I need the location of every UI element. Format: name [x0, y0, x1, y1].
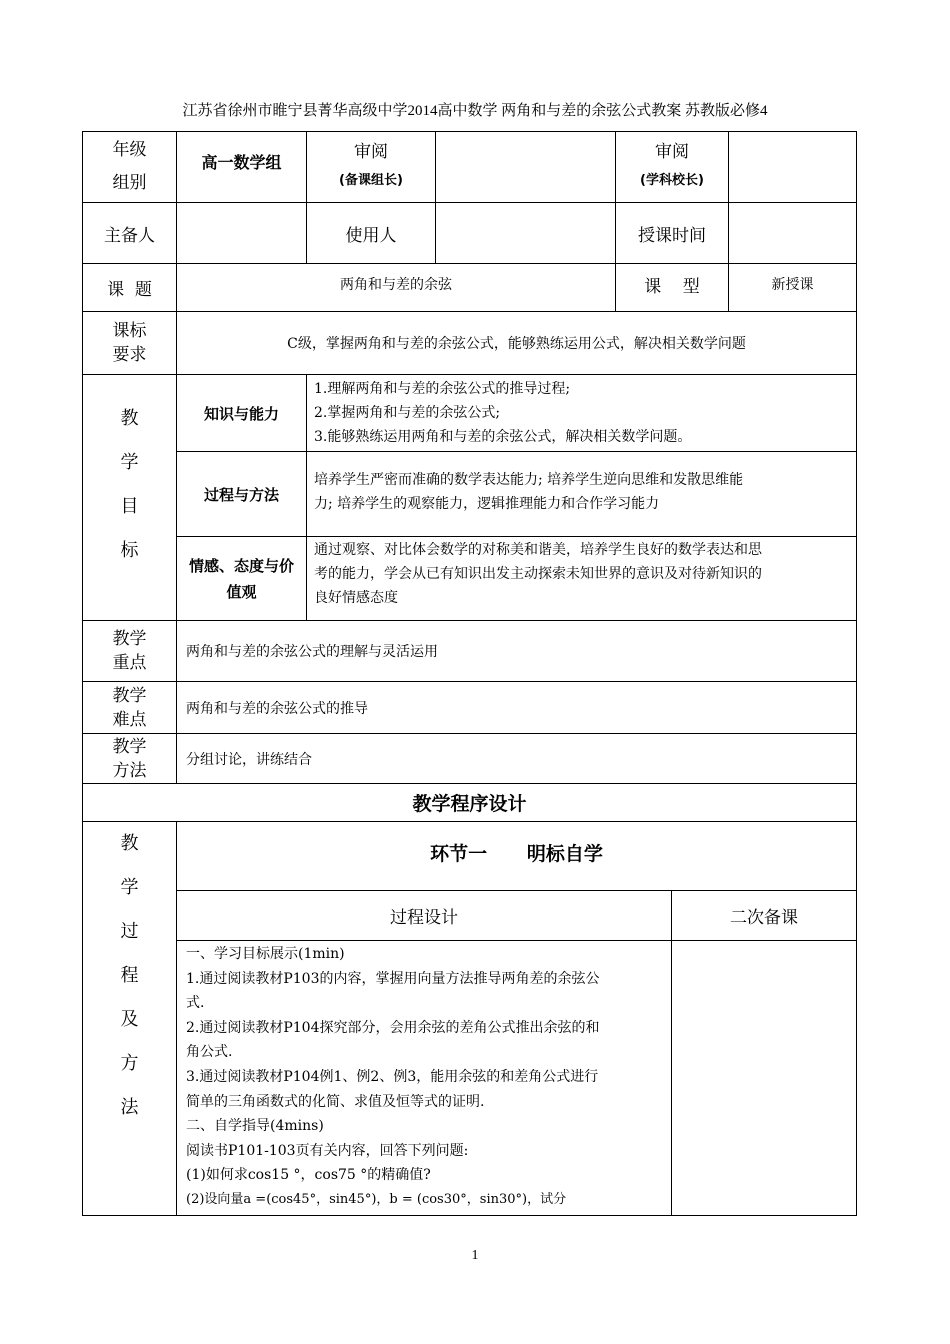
goals-label: [83, 375, 176, 620]
key-points-text: 两角和与差的余弦公式的理解与灵活运用: [186, 644, 438, 660]
key-points-label-2: 重点: [112, 653, 147, 673]
process-label-5: 及: [120, 1009, 139, 1030]
goals-label-3: 目: [120, 496, 139, 517]
key-points-label-1: 教学: [112, 629, 147, 649]
process-method-label: 过程与方法: [203, 485, 279, 504]
content-line: 2.通过阅读教材P104探究部分，会用余弦的差角公式推出余弦的和: [186, 1019, 600, 1036]
key-points-label: [83, 621, 176, 681]
standard-label: [83, 312, 176, 374]
review-leader-role: (备课组长): [339, 173, 403, 188]
program-title: 教学程序设计: [412, 793, 527, 815]
knowledge-text: [314, 375, 854, 451]
grade-group-label: [83, 132, 176, 202]
content-line: 一、学习目标展示(1min): [186, 946, 345, 962]
goals-label-4: 标: [120, 540, 139, 561]
standard-text: C级，掌握两角和与差的余弦公式，能够熟练运用公式，解决相关数学问题: [287, 336, 746, 352]
user-label: 使用人: [345, 225, 397, 246]
process-label-6: 方: [120, 1053, 139, 1074]
goals-label-1: 教: [120, 408, 139, 429]
knowledge-label: 知识与能力: [203, 404, 279, 423]
review-principal-label: 审阅: [655, 142, 689, 162]
standard-label-2: 要求: [112, 345, 147, 365]
emotion-line: 良好情感态度: [314, 590, 398, 606]
process-label-7: 法: [120, 1097, 139, 1118]
lesson-time-label: 授课时间: [638, 225, 706, 246]
content-line: (2)设向量a =(cos45°，sin45°)，b = (cos30°，sin30°)，试分: [186, 1191, 567, 1207]
difficulty-label-2: 难点: [112, 709, 147, 730]
content-line: 二、自学指导(4mins): [186, 1118, 324, 1135]
difficulty-text: 两角和与差的余弦公式的推导: [186, 700, 368, 717]
knowledge-item: 2.掌握两角和与差的余弦公式;: [314, 405, 501, 421]
standard-label-1: 课标: [112, 321, 147, 341]
group-value: 高一数学组: [201, 152, 282, 172]
process-section-label: [83, 822, 176, 1122]
method-label: [83, 734, 176, 783]
grade-label: 年级: [112, 140, 147, 160]
column-process-design: 过程设计: [390, 908, 458, 928]
process-design-content: [186, 942, 670, 1213]
knowledge-item: 1.理解两角和与差的余弦公式的推导过程;: [314, 381, 571, 397]
process-label-3: 过: [120, 921, 139, 942]
review-principal-role: (学科校长): [640, 173, 704, 188]
method-label-2: 方法: [112, 760, 147, 781]
stage-title: 环节一 明标自学: [430, 842, 603, 865]
process-line: 培养学生严密而准确的数学表达能力; 培养学生逆向思维和发散思维能: [314, 472, 744, 488]
method-text: 分组讨论，讲练结合: [186, 751, 312, 768]
content-line: 3.通过阅读教材P104例1、例2、例3，能用余弦的和差角公式进行: [186, 1068, 599, 1085]
review-principal: [616, 132, 728, 202]
content-line: 式.: [186, 995, 205, 1012]
emotion-line: 考的能力，学会从已有知识出发主动探索未知世界的意识及对待新知识的: [314, 566, 762, 582]
lesson-type-label: 课 型: [644, 276, 700, 297]
process-label-1: 教: [120, 833, 139, 854]
content-line: (1)如何求cos15 °，cos75 °的精确值?: [186, 1167, 431, 1184]
review-leader-label: 审阅: [354, 142, 388, 162]
content-line: 简单的三角函数式的化简、求值及恒等式的证明.: [186, 1093, 485, 1110]
emotion-text: [314, 537, 854, 620]
goals-label-2: 学: [120, 452, 139, 473]
page-number: 1: [471, 1248, 479, 1263]
content-line: 1.通过阅读教材P103的内容，掌握用向量方法推导两角差的余弦公: [186, 970, 600, 987]
review-leader: [307, 132, 435, 202]
difficulty-label-1: 教学: [112, 685, 147, 706]
topic-label: 课 题: [107, 280, 152, 300]
emotion-label-1: 情感、态度与价: [188, 556, 294, 575]
content-line: 阅读书P101-103页有关内容，回答下列问题:: [186, 1142, 469, 1159]
column-second-prep: 二次备课: [730, 908, 798, 928]
page-header: 江苏省徐州市睢宁县菁华高级中学2014高中数学 两角和与差的余弦公式教案 苏教版必修4: [182, 103, 768, 119]
process-label-2: 学: [120, 877, 139, 898]
process-line: 力; 培养学生的观察能力，逻辑推理能力和合作学习能力: [314, 496, 660, 512]
emotion-label-2: 值观: [226, 582, 257, 601]
difficulty-label: [83, 682, 176, 733]
topic-value: 两角和与差的余弦: [340, 277, 452, 293]
group-label: 组别: [112, 173, 147, 193]
emotion-label: [177, 537, 306, 620]
process-method-text: [314, 452, 854, 536]
emotion-line: 通过观察、对比体会数学的对称美和谐美，培养学生良好的数学表达和思: [314, 542, 762, 558]
knowledge-item: 3.能够熟练运用两角和与差的余弦公式，解决相关数学问题。: [314, 429, 692, 445]
preparer-label: 主备人: [104, 225, 155, 246]
process-label-4: 程: [120, 965, 139, 986]
lesson-type-value: 新授课: [771, 277, 814, 293]
method-label-1: 教学: [112, 736, 147, 757]
content-line: 角公式.: [186, 1044, 233, 1061]
